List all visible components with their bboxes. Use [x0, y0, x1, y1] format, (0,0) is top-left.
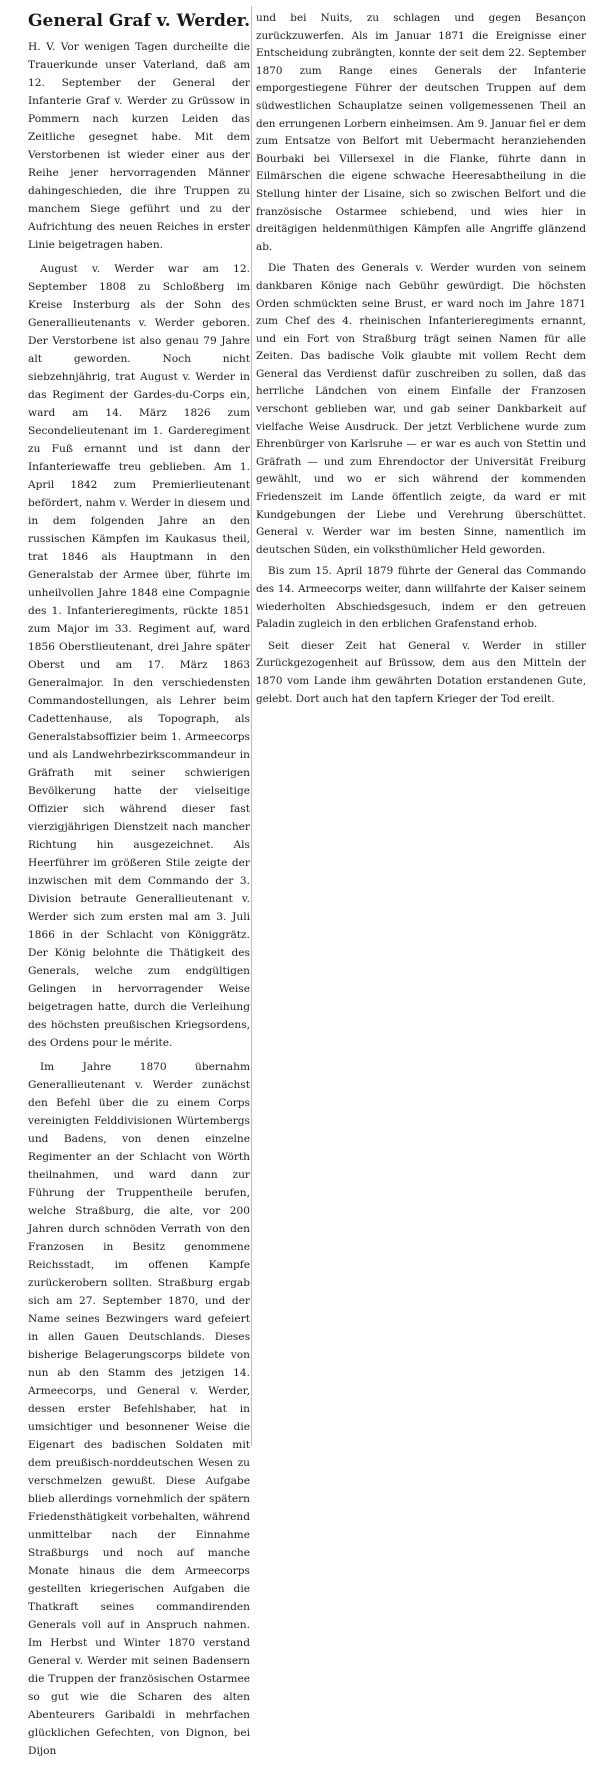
article-title: General Graf v. Werder.	[28, 11, 251, 31]
paragraph-war-1870: Im Jahre 1870 übernahm Generallieutenant v. Werder zunächst den Befehl über die zu einem Corps vereinigten Felddivisionen Würtembergs und Badens, von denen einzelne Regimenter an der Schlacht von Wörth theilnahmen, und ward dann zur Führung der Truppentheile berufen, welche Straßburg, die alte, vor 200 Jahren durch schnöden Verrath von den Franzosen in Besitz genommene Reichsstadt, im offenen Kampfe zurückerobern sollten. Straßburg ergab sich am 27. September 1870, und der Name seines Bezwingers ward gefeiert in allen Gauen Deutschlands. Dieses bisherige Belagerungscorps bildete von nun ab den Stamm des jetzigen 14. Armeecorps, und General v. Werder, dessen erster Befehlshaber, hat in umsichtiger und besonnener Weise die Eigenart des badischen Soldaten mit dem preußisch-norddeutschen Wesen zu verschmelzen gewußt. Diese Aufgabe blieb allerdings vornehmlich der spätern Friedensthätigkeit vorbehalten, während unmittelbar nach der Einnahme Straßburgs und noch auf manche Monate hinaus die dem Armeecorps gestellten kriegerischen Aufgaben die Thatkraft seines commandirenden Generals voll auf in Anspruch nahmen. Im Herbst und Winter 1870 verstand General v. Werder mit seinen Badensern die Truppen der französischen Ostarmee so gut wie die Scharen des alten Abenteurers Garibaldi in mehrfachen glücklichen Gefechten, von Dignon, bei Dijon	[28, 1061, 250, 1757]
paragraph-biography: August v. Werder war am 12. September 1808 zu Schloßberg im Kreise Insterburg als der Sohn des Generallieutenants v. Werder geboren. Der Verstorbene ist also genau 79 Jahre alt geworden. Noch nicht siebzehnjährig, trat August v. Werder in das Regiment der Gardes-du-Corps ein, ward am 14. März 1826 zum Secondelieutenant im 1. Garderegiment zu Fuß ernannt und ist dann der Infanteriewaffe treu geblieben. Am 1. April 1842 zum Premierlieutenant befördert, nahm v. Werder in diesem und in dem folgenden Jahre an den russischen Kämpfen im Kaukasus theil, trat 1846 als Hauptmann in den Generalstab der Armee über, führte im unheilvollen Jahre 1848 eine Compagnie des 1. Infanterieregiments, rückte 1851 zum Major im 33. Regiment auf, ward 1856 Oberstlieutenant, drei Jahre später Oberst und am 17. März 1863 Generalmajor. In den verschiedensten Commandostellungen, als Lehrer beim Cadettenhause, als Topograph, als Generalstabsoffizier beim 1. Armeecorps und als Landwehrbezirkscommandeur in Gräfrath mit seiner schwierigen Bevölkerung hatte der vielseitige Offizier sich während dieser fast vierzigjährigen Dienstzeit nach mancher Richtung hin ausgezeichnet. Als Heerführer im größeren Stile zeigte der inzwischen mit dem Commando der 3. Division betraute Generallieutenant v. Werder sich zum ersten mal am 3. Juli 1866 in der Schlacht von Königgrätz. Der König belohnte die Thätigkeit des Generals, welche zum endgültigen Gelingen in hervorragender Weise beigetragen hatte, durch die Verleihung des höchsten preußischen Kriegsordens, des Ordens pour le mérite.	[28, 263, 250, 1049]
paragraph-honours: Die Thaten des Generals v. Werder wurden von seinem dankbaren Könige nach Gebühr gewürdigt. Die höchsten Orden schmückten seine Brust, er ward noch im Jahre 1871 zum Chef des 4. rheinischen Infanterieregiments ernannt, und ein Fort von Straßburg trägt seinen Namen für alle Zeiten. Das badische Volk glaubte mit vollem Recht dem General das Verdienst dafür zuschreiben zu sollen, daß das herrliche Ländchen von einem Einfalle der Franzosen verschont geblieben war, und gab seiner Dankbarkeit auf vielfache Weise Ausdruck. Der jetzt Verblichene wurde zum Ehrenbürger von Karlsruhe — er war es auch von Stettin und Gräfrath — und zum Ehrendoctor der Universität Freiburg gewählt, und wo er sich während der kommenden Friedenszeit im Lande öffentlich zeigte, da ward er mit Kundgebungen der Liebe und Verehrung überschüttet. General v. Werder war im besten Sinne, namentlich im deutschen Süden, ein volksthümlicher Held geworden.	[256, 262, 586, 556]
paragraph-retirement: Bis zum 15. April 1879 führte der General das Commando des 14. Armeecorps weiter, dann willfahrte der Kaiser seinem wiederholten Abschiedsgesuch, indem er den getreuen Paladin zugleich in den erblichen Grafenstand erhob.	[256, 565, 586, 631]
column-divider	[251, 6, 252, 1446]
paragraph-final-years: Seit dieser Zeit hat General v. Werder in stiller Zurückgezogenheit auf Brüssow, dem aus den Mitteln der 1870 vom Lande ihm gewährten Dotation erstandenen Gute, gelebt. Dort auch hat den tapfern Krieger der Tod ereilt.	[256, 639, 586, 705]
left-column	[28, 10, 250, 1766]
right-column	[256, 10, 586, 712]
paragraph-war-continued: und bei Nuits, zu schlagen und gegen Besançon zurückzuwerfen. Als im Januar 1871 die Ereignisse einer Entscheidung zubrängten, konnte der seit dem 22. September 1870 zum Range eines Generals der Infanterie emporgestiegene Führer der deutschen Truppen auf dem südwestlichen Schauplatze seinen vollgemessenen Theil an den errungenen Lorbern einheimsen. Am 9. Januar fiel er dem zum Entsatze von Belfort mit Uebermacht heranziehenden Bourbaki bei Villersexel in die Flanke, führte dann in Eilmärschen die eigene schwache Heeresabtheilung in die Stellung hinter der Lisaine, sich so zwischen Belfort und die französische Ostarmee schiebend, und wies hier in dreitägigen heldenmüthigen Kämpfen alle Angriffe glänzend ab.	[256, 12, 586, 253]
paragraph-intro: H. V. Vor wenigen Tagen durcheilte die Trauerkunde unser Vaterland, daß am 12. September der General der Infanterie Graf v. Werder zu Grüssow in Pommern nach kurzen Leiden das Zeitliche gesegnet habe. Mit dem Verstorbenen ist wieder einer aus der Reihe jener hervorragenden Männer dahingeschieden, die ihre Truppen zu manchem Siege geführt und zu der Aufrichtung des neuen Reiches in erster Linie beigetragen haben.	[28, 41, 250, 251]
